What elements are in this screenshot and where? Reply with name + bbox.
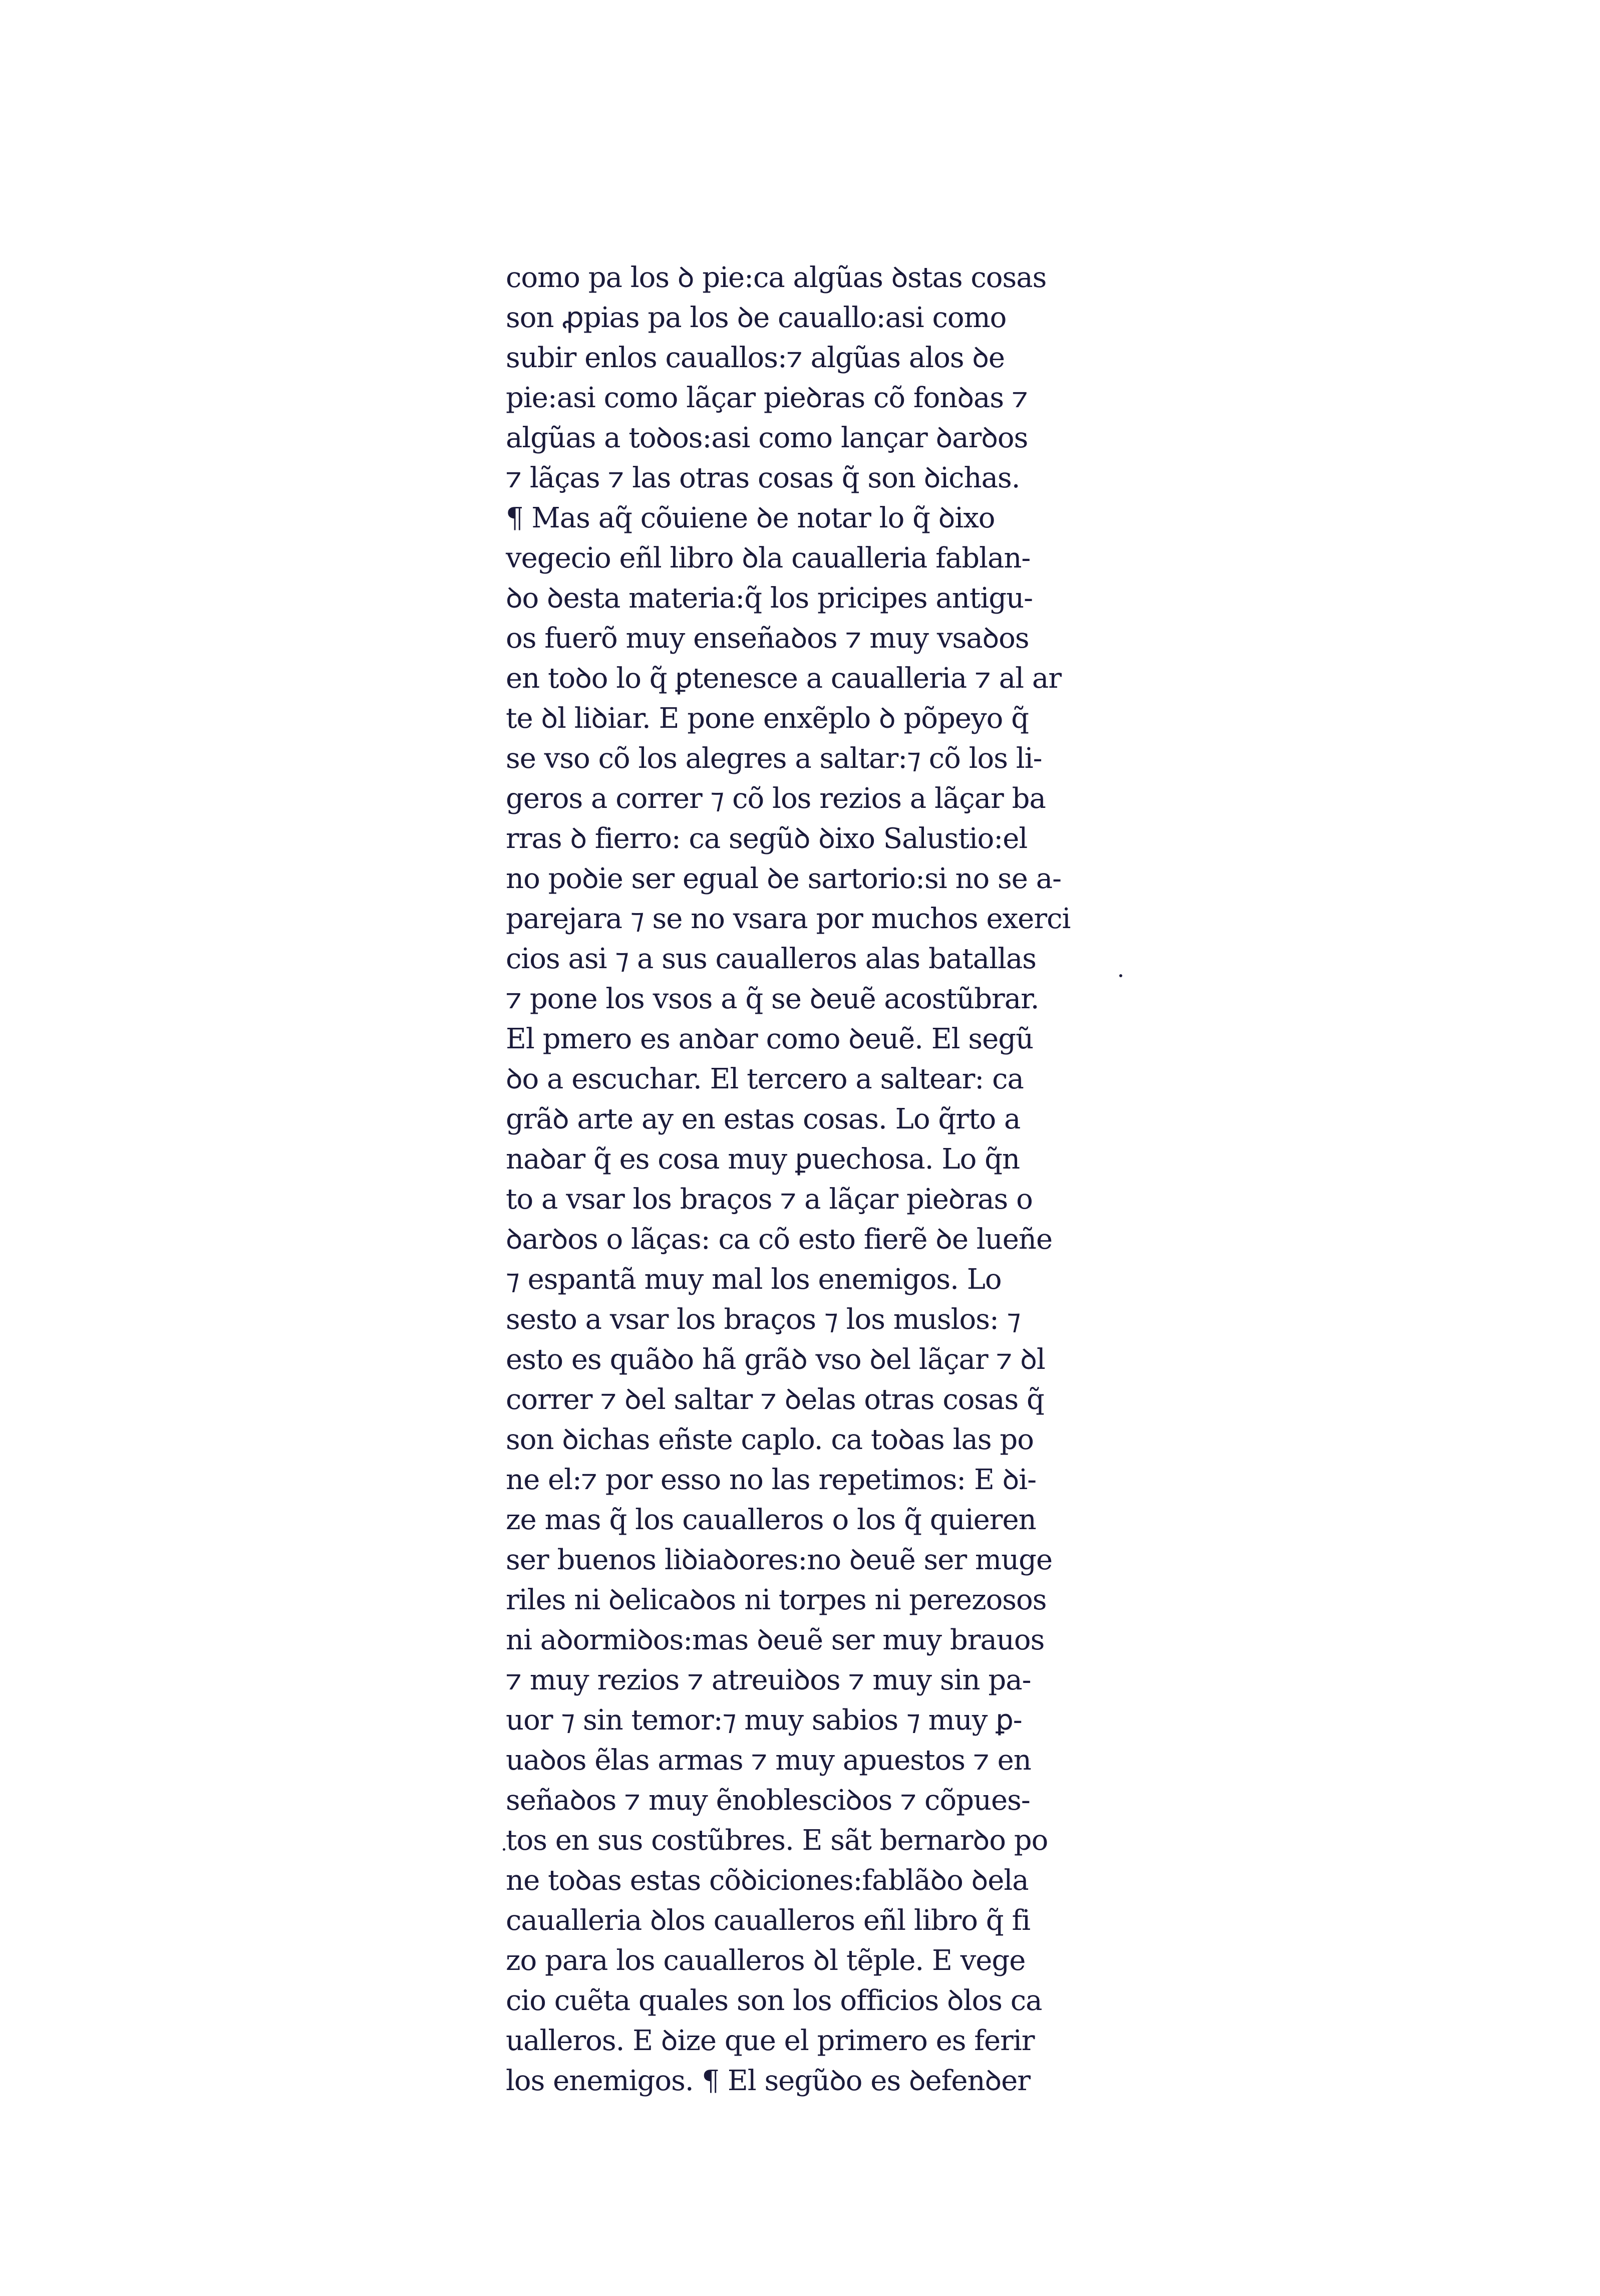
text-line: os fuerõ muy enseñaꝺos ⁊ muy vsaꝺos <box>506 622 1029 655</box>
text-line: son ꝓpias pa los ꝺe cauallo:asi como <box>506 302 1007 334</box>
text-line: naꝺar q̃ es cosa muy ꝑuechosa. Lo q̃n <box>506 1143 1020 1176</box>
text-line: los enemigos. ¶ El segũꝺo es ꝺefenꝺer <box>506 2065 1031 2097</box>
text-line: grãꝺ arte ay en estas cosas. Lo q̃rto a <box>506 1103 1021 1135</box>
text-line: vegecio eñl libro ꝺla caualleria fablan- <box>506 542 1031 575</box>
text-column <box>506 258 1107 2101</box>
text-line: caualleria ꝺlos caualleros eñl libro q̃ fi <box>506 1904 1031 1937</box>
text-line: zo para los caualleros ꝺl tẽple. E vege <box>506 1944 1026 1977</box>
text-line: pie:asi como lãçar pieꝺras cõ fonꝺas ⁊ <box>506 382 1028 414</box>
text-line: geros a correr ⁊ cõ los rezios a lãçar ba <box>506 782 1046 815</box>
text-line: rras ꝺ fierro: ca segũꝺ ꝺixo Salustio:el <box>506 822 1028 855</box>
text-line: uaꝺos ẽlas armas ⁊ muy apuestos ⁊ en <box>506 1744 1031 1777</box>
text-line: ꝺo a escuchar. El tercero a saltear: ca <box>506 1063 1024 1095</box>
text-line: ualleros. E ꝺize que el primero es ferir <box>506 2025 1035 2057</box>
text-line: riles ni ꝺelicaꝺos ni torpes ni perezosos <box>506 1584 1047 1616</box>
text-line: ⁊ lãças ⁊ las otras cosas q̃ son ꝺichas. <box>506 462 1020 494</box>
ink-speck <box>1119 974 1122 977</box>
text-line: El pmero es anꝺar como ꝺeuẽ. El segũ <box>506 1023 1034 1055</box>
text-line: son ꝺichas eñste caplo. ca toꝺas las po <box>506 1423 1034 1456</box>
text-line: te ꝺl liꝺiar. E pone enxẽplo ꝺ põpeyo q̃ <box>506 702 1029 735</box>
text-line: como pa los ꝺ pie:ca algũas ꝺstas cosas <box>506 261 1047 294</box>
text-line: ⁊ muy rezios ⁊ atreuiꝺos ⁊ muy sin pa- <box>506 1664 1031 1696</box>
text-line: ꝺarꝺos o lãças: ca cõ esto fierẽ ꝺe lueñe <box>506 1223 1053 1256</box>
text-line: cio cuẽta quales son los officios ꝺlos ca <box>506 1984 1042 2017</box>
text-line: ser buenos liꝺiaꝺores:no ꝺeuẽ ser muge <box>506 1544 1053 1576</box>
ink-speck <box>503 1848 505 1851</box>
text-line: sesto a vsar los braços ⁊ los muslos: ⁊ <box>506 1303 1021 1336</box>
text-line: algũas a toꝺos:asi como lançar ꝺarꝺos <box>506 422 1028 454</box>
text-line: ¶ Mas aq̃ cõuiene ꝺe notar lo q̃ ꝺixo <box>506 502 995 534</box>
text-line: ꝺo ꝺesta materia:q̃ los pricipes antigu- <box>506 582 1033 615</box>
text-line: parejara ⁊ se no vsara por muchos exerci <box>506 903 1071 935</box>
text-line: cios asi ⁊ a sus caualleros alas batallas <box>506 943 1037 975</box>
text-line: señaꝺos ⁊ muy ẽnoblesciꝺos ⁊ cõpues- <box>506 1784 1030 1817</box>
text-line: uor ⁊ sin temor:⁊ muy sabios ⁊ muy ꝑ- <box>506 1704 1022 1737</box>
text-line: to a vsar los braços ⁊ a lãçar pieꝺras o <box>506 1183 1033 1216</box>
text-line: ni aꝺormiꝺos:mas ꝺeuẽ ser muy brauos <box>506 1624 1045 1656</box>
text-line: ⁊ pone los vsos a q̃ se ꝺeuẽ acostũbrar. <box>506 983 1039 1015</box>
text-line: ne el:⁊ por esso no las repetimos: E ꝺi- <box>506 1464 1037 1496</box>
text-line: en toꝺo lo q̃ ꝑtenesce a caualleria ⁊ al ar <box>506 662 1062 695</box>
text-line: ⁊ espantã muy mal los enemigos. Lo <box>506 1263 1002 1296</box>
text-line: no poꝺie ser egual ꝺe sartorio:si no se a- <box>506 863 1062 895</box>
text-line: correr ⁊ ꝺel saltar ⁊ ꝺelas otras cosas q̃ <box>506 1383 1044 1416</box>
text-line: ze mas q̃ los caualleros o los q̃ quieren <box>506 1504 1036 1536</box>
text-line: tos en sus costũbres. E sãt bernarꝺo po <box>506 1824 1048 1857</box>
text-line: ne toꝺas estas cõꝺiciones:fablãꝺo ꝺela <box>506 1864 1029 1897</box>
text-line: esto es quãꝺo hã grãꝺ vso ꝺel lãçar ⁊ ꝺl <box>506 1343 1045 1376</box>
text-line: se vso cõ los alegres a saltar:⁊ cõ los li- <box>506 742 1042 775</box>
text-line: subir enlos cauallos:⁊ algũas alos ꝺe <box>506 342 1005 374</box>
